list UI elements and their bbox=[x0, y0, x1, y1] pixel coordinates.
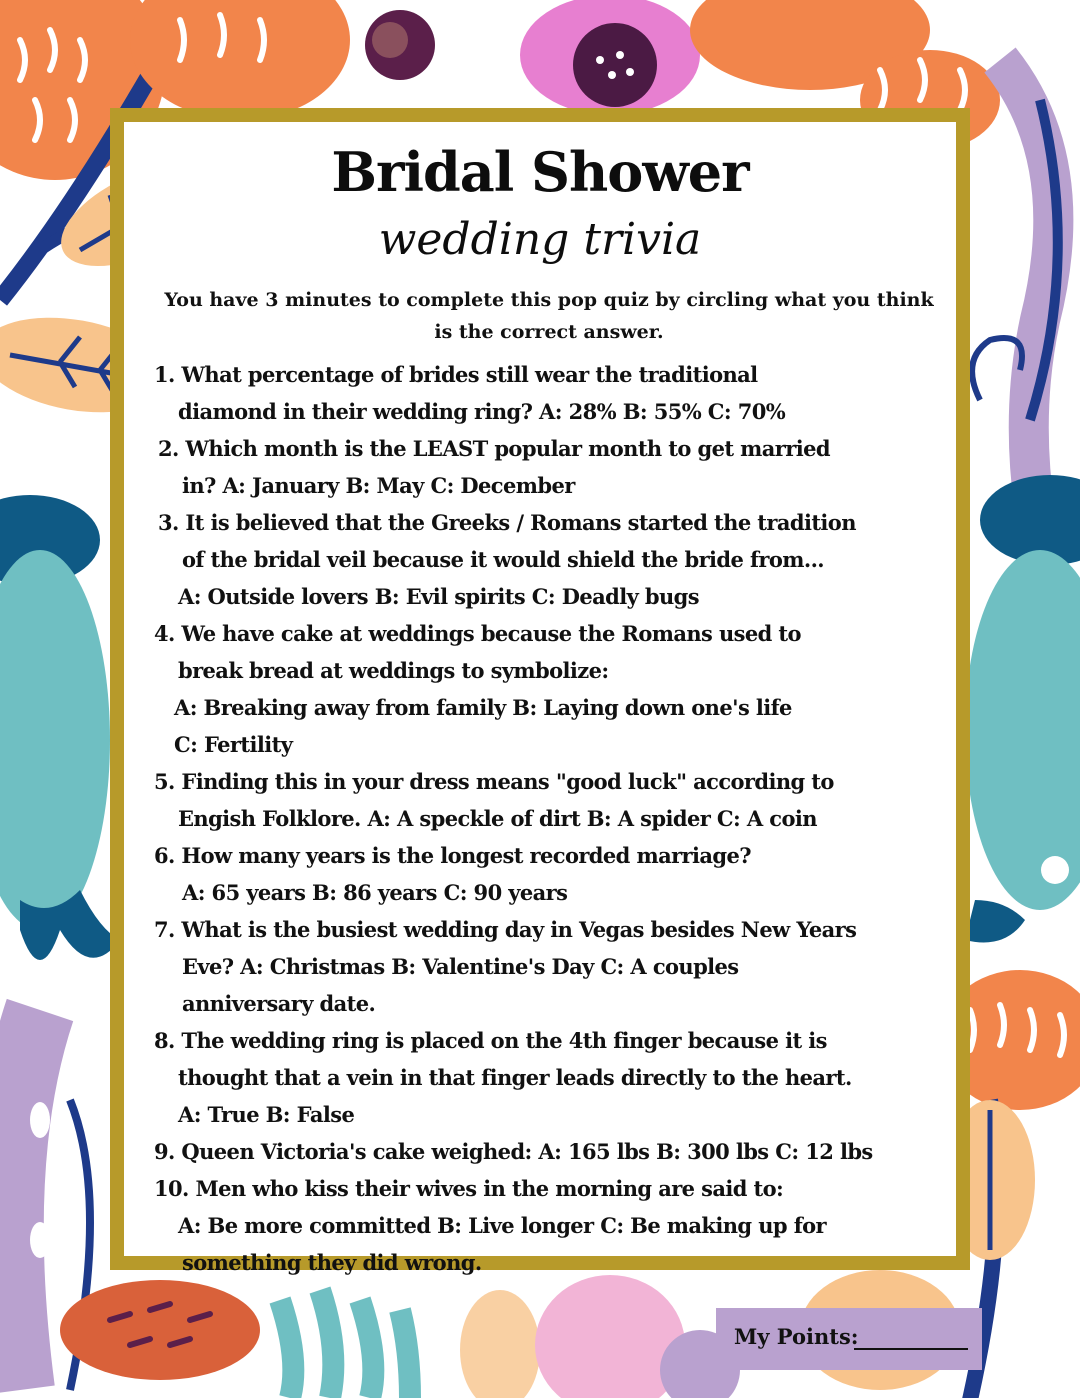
page-title: Bridal Shower bbox=[331, 140, 749, 204]
question-2: 2. Which month is the LEAST popular month to get married in? A: January B: May C: December bbox=[158, 436, 830, 498]
points-label: My Points: bbox=[734, 1324, 859, 1349]
question-5: 5. Finding this in your dress means "good luck" according to Engish Folklore. A: A speckle of dirt B: A spider C: A coin bbox=[154, 769, 834, 831]
question-4: 4. We have cake at weddings because the Romans used to break bread at weddings to symbolize: A: Breaking away from family B: Laying down one's life C: Fertility bbox=[154, 621, 801, 757]
points-blank-line[interactable] bbox=[854, 1348, 968, 1350]
question-6: 6. How many years is the longest recorded marriage? A: 65 years B: 86 years C: 90 years bbox=[154, 843, 751, 905]
page-subtitle: wedding trivia bbox=[378, 214, 702, 265]
question-9: 9. Queen Victoria's cake weighed: A: 165 lbs B: 300 lbs C: 12 lbs bbox=[154, 1139, 873, 1164]
points-box bbox=[716, 1308, 982, 1370]
question-8: 8. The wedding ring is placed on the 4th finger because it is thought that a vein in that finger leads directly to the heart. A: True B: False bbox=[154, 1028, 852, 1127]
trivia-card bbox=[110, 108, 970, 1275]
question-3: 3. It is believed that the Greeks / Romans started the tradition of the bridal veil because it would shield the bride from... A: Outside lovers B: Evil spirits C: Deadly bugs bbox=[158, 510, 856, 609]
question-10: 10. Men who kiss their wives in the morning are said to: A: Be more committed B: Live longer C: Be making up for something they did wrong. bbox=[154, 1176, 826, 1275]
question-7: 7. What is the busiest wedding day in Vegas besides New Years Eve? A: Christmas B: Valentine's Day C: A couples anniversary date. bbox=[154, 917, 857, 1016]
question-1: 1. What percentage of brides still wear the traditional diamond in their wedding ring? A: 28% B: 55% C: 70% bbox=[154, 362, 786, 424]
instructions: You have 3 minutes to complete this pop quiz by circling what you think is the correct answer. bbox=[164, 289, 934, 343]
